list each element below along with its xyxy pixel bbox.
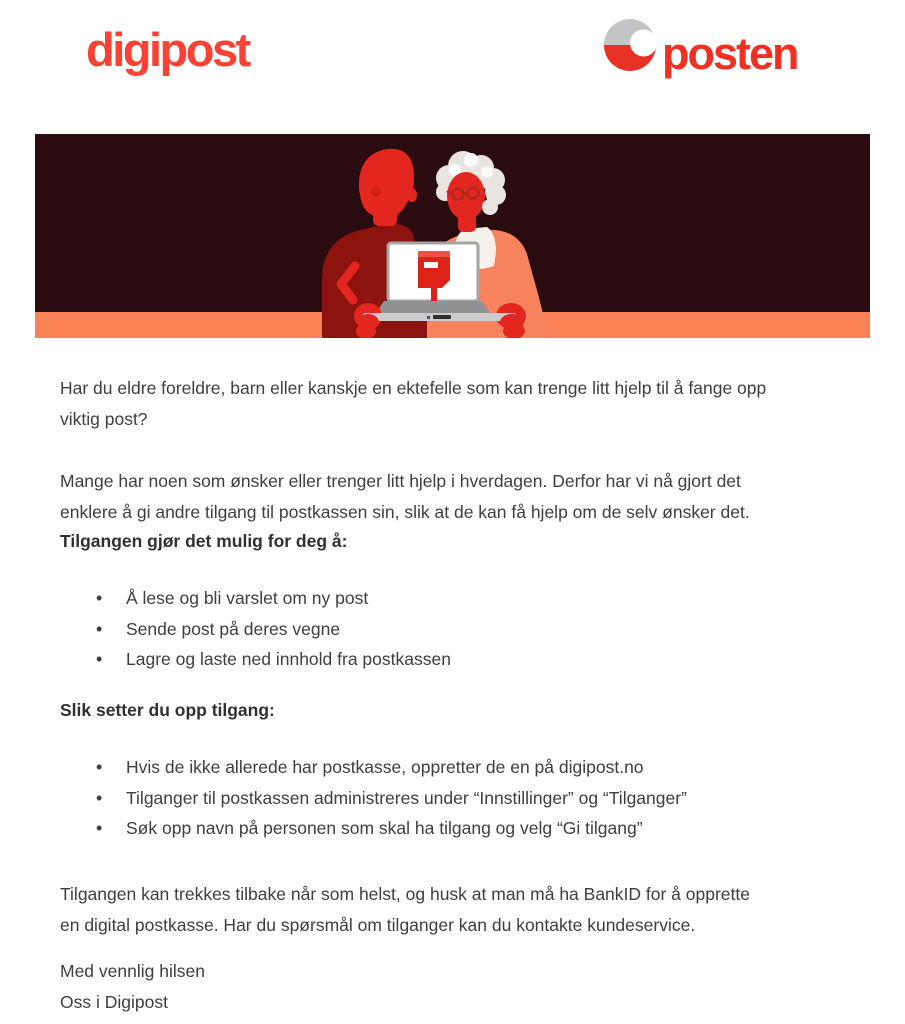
signature-line: Med vennlig hilsen	[60, 960, 205, 981]
posten-logo[interactable]	[603, 18, 798, 79]
access-benefits-heading: Tilgangen gjør det mulig for deg å:	[60, 531, 348, 551]
setup-steps-heading: Slik setter du opp tilgang:	[60, 700, 275, 720]
list-item: • Sende post på deres vegne	[60, 614, 850, 645]
people-laptop-mailbox-illustration	[35, 134, 870, 338]
text-line: Mange har noen som ønsker eller trenger litt hjelp i hverdagen. Derfor har vi nå gjort det	[60, 470, 741, 491]
text-line: en digital postkasse. Har du spørsmål om tilganger kan du kontakte kundeservice.	[60, 914, 696, 935]
posten-logo-text: posten	[662, 28, 798, 79]
setup-steps-list	[60, 752, 850, 844]
posten-globe-icon	[603, 18, 657, 72]
access-benefits-list	[60, 583, 850, 675]
closing-paragraph	[60, 879, 850, 941]
text-line: Tilgangen kan trekkes tilbake når som helst, og husk at man må ha BankID for å opprette	[60, 883, 750, 904]
text-line: Har du eldre foreldre, barn eller kanskje en ektefelle som kan trenge litt hjelp til å fange opp	[60, 377, 767, 398]
list-item: • Å lese og bli varslet om ny post	[60, 583, 850, 614]
text-line: enklere å gi andre tilgang til postkassen sin, slik at de kan få hjelp om de selv ønsker det.	[60, 501, 750, 522]
intro-paragraph	[60, 373, 850, 435]
hero-illustration	[35, 134, 870, 338]
signature	[60, 956, 850, 1018]
digipost-logo[interactable]: digipost	[86, 23, 249, 76]
list-item: • Søk opp navn på personen som skal ha tilgang og velg “Gi tilgang”	[60, 813, 850, 844]
list-item: • Tilganger til postkassen administreres under “Innstillinger” og “Tilganger”	[60, 783, 850, 814]
signature-line: Oss i Digipost	[60, 991, 168, 1012]
explanation-paragraph	[60, 466, 850, 528]
list-item: • Lagre og laste ned innhold fra postkassen	[60, 644, 850, 675]
text-line: viktig post?	[60, 408, 148, 429]
list-item: • Hvis de ikke allerede har postkasse, oppretter de en på digipost.no	[60, 752, 850, 783]
